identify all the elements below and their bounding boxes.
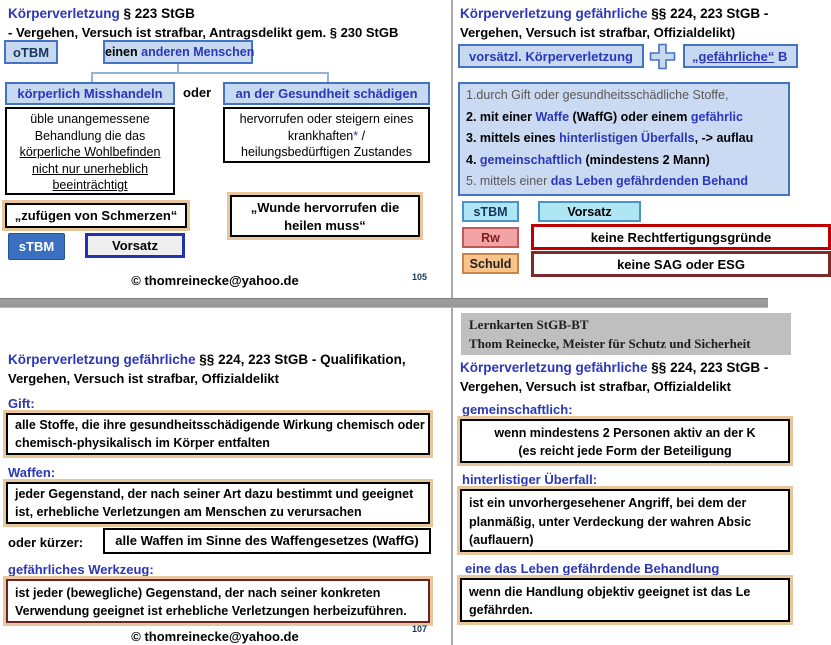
waffg-box: alle Waffen im Sinne des Waffengesetzes (WaffG) [103,528,431,554]
list-item: 5. mittels einer das Leben gefährdenden Behand [466,174,749,188]
vorsatz-box: Vorsatz [85,233,185,258]
card-title-keyword: Körperverletzung gefährliche [460,6,648,21]
card-subtitle: Vergehen, Versuch ist strafbar, Offizialdelikt [8,371,279,386]
ueberfall-definition-box: ist ein unvorhergesehener Angriff, bei dem der planmäßig, unter Verdeckung der wahren Absic (auflauern) [460,489,790,552]
leben-label: eine das Leben gefährdende Behandlung [465,561,720,576]
otbm-box: oTBM [4,40,58,64]
connector-line [91,72,329,74]
list-item: 1.durch Gift oder gesundheitsschädliche Stoffe, [466,88,729,102]
slide-bottom-right [455,306,768,645]
card-subtitle: - Vergehen, Versuch ist strafbar, Antragsdelikt gem. § 230 StGB [8,25,399,40]
wunde-quote-box: „Wunde hervorrufen die heilen muss“ [230,195,420,237]
list-item: 4. gemeinschaftlich (mindestens 2 Mann) [466,152,710,167]
gemeinschaftlich-definition-box: wenn mindestens 2 Personen aktiv an der K (es reicht jede Form der Beteiligung [460,419,790,463]
connector-line [327,72,329,82]
vorsatz-box: Vorsatz [538,201,641,222]
plus-icon [649,43,676,70]
slide-top-left [0,0,452,298]
stbm-box: sTBM [462,201,519,222]
gesundheit-definition-box: hervorrufen oder steigern eines krankhaften* / heilungsbedürftigen Zustandes [223,107,430,163]
gemeinschaftlich-label: gemeinschaftlich: [462,402,573,417]
waffen-definition-box: jeder Gegenstand, der nach seiner Art dazu bestimmt und geeignet ist, erhebliche Verletzungen am Menschen zu verursachen [6,482,430,524]
stbm-box: sTBM [8,233,65,260]
menschen-box: einen anderen Menschen [103,40,253,64]
card-subtitle: Vergehen, Versuch ist strafbar, Offizialdelikt) [460,25,736,40]
slide-bottom-left [0,306,452,645]
werkzeug-label: gefährliches Werkzeug: [8,562,154,577]
misshandeln-definition-box: üble unangemessene Behandlung die das körperliche Wohlbefinden nicht nur unerheblich beeinträchtigt [5,107,175,195]
oder-label: oder [183,85,212,100]
slide-top-right [455,0,788,298]
vorsaetzl-kv-box: vorsätzl. Körperverletzung [458,44,644,68]
list-item: 3. mittels eines hinterlistigen Überfalls, -> auflau [466,131,754,145]
card-title-keyword: Körperverletzung [8,6,120,21]
rechtfertigung-box: keine Rechtfertigungsgründe [531,224,831,250]
card-title: Körperverletzung gefährliche §§ 224, 223 StGB - Qualifikation, [8,352,406,367]
rw-box: Rw [462,227,519,248]
card-title-keyword: Körperverletzung gefährliche [460,360,648,375]
waffen-label: Waffen: [8,465,56,480]
page-number: 105 [412,272,428,282]
werkzeug-definition-box: ist jeder (bewegliche) Gegenstand, der nach seiner konkreten Verwendung geeignet ist erhebliche Verletzungen herbeizuführen. [6,579,430,623]
leben-definition-box: wenn die Handlung objektiv geeignet ist das Le gefährden. [460,578,790,622]
qualification-list-box [458,82,790,196]
gift-definition-box: alle Stoffe, die ihre gesundheitsschädigende Wirkung chemisch oder chemisch-physikalisch im Körper entfalten [6,413,430,455]
gesundheit-box: an der Gesundheit schädigen [223,82,430,105]
deck-header [461,313,791,355]
gefaehrliche-box: „gefährliche“ B [683,44,798,68]
copyright: © thomreinecke@yahoo.de [131,629,299,644]
misshandeln-box: körperlich Misshandeln [5,82,175,105]
connector-line [177,64,179,72]
sag-box: keine SAG oder ESG [531,251,831,277]
deck-header-author: Thom Reinecke, Meister für Schutz und Sicherheit [469,336,751,351]
gift-label: Gift: [8,396,35,411]
deck-header-title: Lernkarten StGB-BT [469,317,589,332]
card-title: Körperverletzung gefährliche §§ 224, 223 StGB - [460,6,769,21]
card-title-keyword: Körperverletzung gefährliche [8,352,196,367]
ueberfall-label: hinterlistiger Überfall: [462,472,598,487]
schuld-box: Schuld [462,253,519,274]
card-subtitle: Vergehen, Versuch ist strafbar, Offizialdelikt [460,379,731,394]
card-title: Körperverletzung gefährliche §§ 224, 223 StGB - [460,360,769,375]
schmerzen-quote-box: „zufügen von Schmerzen“ [5,203,187,228]
card-title: Körperverletzung § 223 StGB [8,6,195,21]
kuerzer-label: oder kürzer: [8,535,84,550]
list-item: 2. mit einer Waffe (WaffG) oder einem gefährlic [466,109,743,124]
copyright: © thomreinecke@yahoo.de [131,273,299,288]
connector-line [91,72,93,82]
page-number: 107 [412,624,428,634]
